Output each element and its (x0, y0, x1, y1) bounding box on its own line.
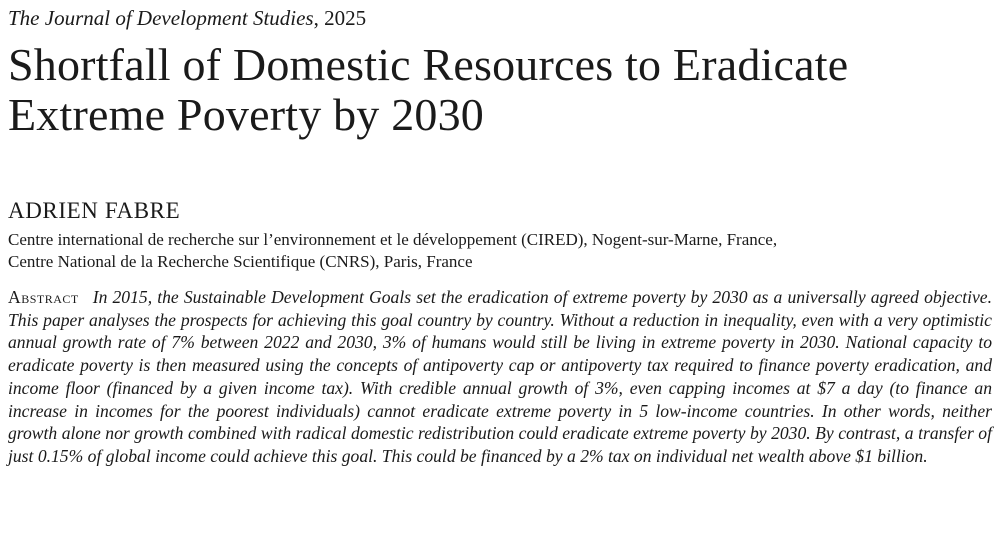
author-affiliation (8, 229, 777, 273)
article-title (8, 40, 994, 140)
affiliation-line-2: Centre National de la Recherche Scientifique (CNRS), Paris, France (8, 252, 473, 271)
title-line-1: Shortfall of Domestic Resources to Eradicate (8, 39, 849, 90)
journal-name: The Journal of Development Studies (8, 6, 314, 30)
affiliation-line-1: Centre international de recherche sur l’environnement et le développement (CIRED), Nogent-sur-Marne, France, (8, 230, 778, 249)
paper-page (8, 0, 994, 550)
abstract-text: In 2015, the Sustainable Development Goals set the eradication of extreme poverty by 2030 as a universally agreed objective. This paper analyses the prospects for achieving this goal country by country. Without a reduction in inequality, even with a very optimistic annual growth rate of 7% between 2022 and 2030, 3% of humans would still be living in extreme poverty in 2030. National capacity to eradicate poverty is then measured using the concepts of antipoverty cap or antipoverty tax required to finance poverty eradication, and income floor (financed by a given income tax). With credible annual growth of 3%, even capping incomes at $7 a day (to finance an increase in incomes for the poorest individuals) cannot eradicate extreme poverty in 5 low-income countries. In other words, neither growth alone nor growth combined with radical domestic redistribution could eradicate extreme poverty by 2030. By contrast, a transfer of just 0.15% of global income could achieve this goal. This could be financed by a 2% tax on individual net wealth above $1 billion. (8, 287, 992, 466)
abstract (8, 286, 992, 468)
abstract-label: Abstract (8, 287, 79, 307)
title-line-2: Extreme Poverty by 2030 (8, 89, 485, 140)
author-name: ADRIEN FABRE (8, 198, 181, 223)
journal-header (8, 5, 366, 31)
journal-year: , 2025 (313, 6, 367, 30)
